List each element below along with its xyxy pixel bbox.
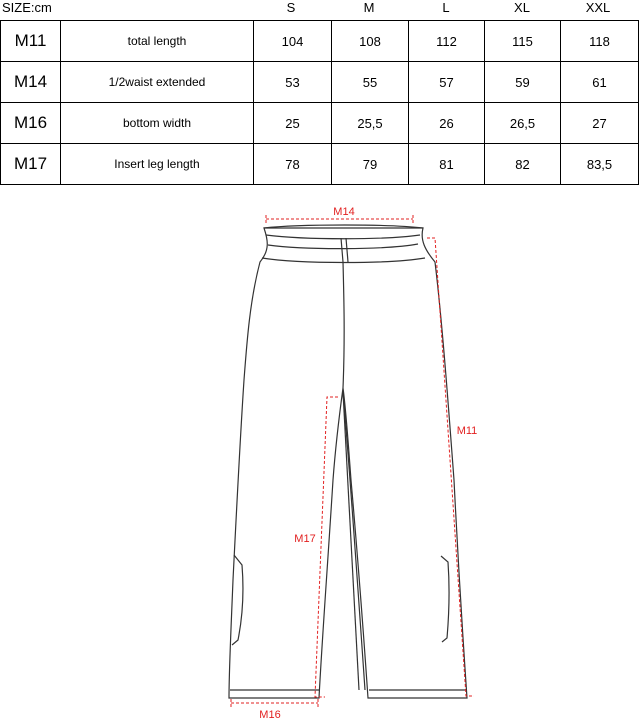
measure-code: M11 [1,21,61,62]
measure-value: 27 [561,103,639,144]
size-chart-table [0,20,639,185]
measure-value: 57 [409,62,485,103]
measure-description: 1/2waist extended [61,62,254,103]
measure-value: 26 [409,103,485,144]
measure-description: Insert leg length [61,144,254,185]
size-header-s: S [286,0,296,15]
inseam-label: M17 [294,533,316,545]
measure-value: 104 [254,21,332,62]
measure-value: 55 [332,62,409,103]
size-header-row [0,0,640,20]
size-header-l: L [442,0,450,15]
measure-value: 108 [332,21,409,62]
size-header-xl: XL [514,0,530,15]
measure-value: 112 [409,21,485,62]
measure-value: 79 [332,144,409,185]
measure-value: 82 [485,144,561,185]
measure-value: 53 [254,62,332,103]
bottom-label: M16 [259,709,281,720]
inseam-dimension-line [315,397,338,697]
length-label: M11 [456,425,478,437]
measure-value: 115 [485,21,561,62]
measure-description: bottom width [61,103,254,144]
measure-value: 78 [254,144,332,185]
measure-value: 118 [561,21,639,62]
measure-value: 81 [409,144,485,185]
table-row [1,103,639,144]
measure-value: 25 [254,103,332,144]
size-header-xxl: XXL [585,0,611,15]
length-dimension-line [427,238,474,696]
measure-code: M16 [1,103,61,144]
measure-value: 59 [485,62,561,103]
measure-value: 25,5 [332,103,409,144]
waist-label: M14 [333,206,355,218]
measure-value: 83,5 [561,144,639,185]
table-row [1,144,639,185]
size-unit-label: SIZE:cm [2,0,52,15]
measure-value: 61 [561,62,639,103]
size-header-m: M [363,0,375,15]
table-row [1,62,639,103]
measure-description: total length [61,21,254,62]
measure-code: M17 [1,144,61,185]
measure-code: M14 [1,62,61,103]
pants-measurement-diagram [0,195,640,720]
measure-value: 26,5 [485,103,561,144]
pants-outline [229,225,467,698]
table-row [1,21,639,62]
